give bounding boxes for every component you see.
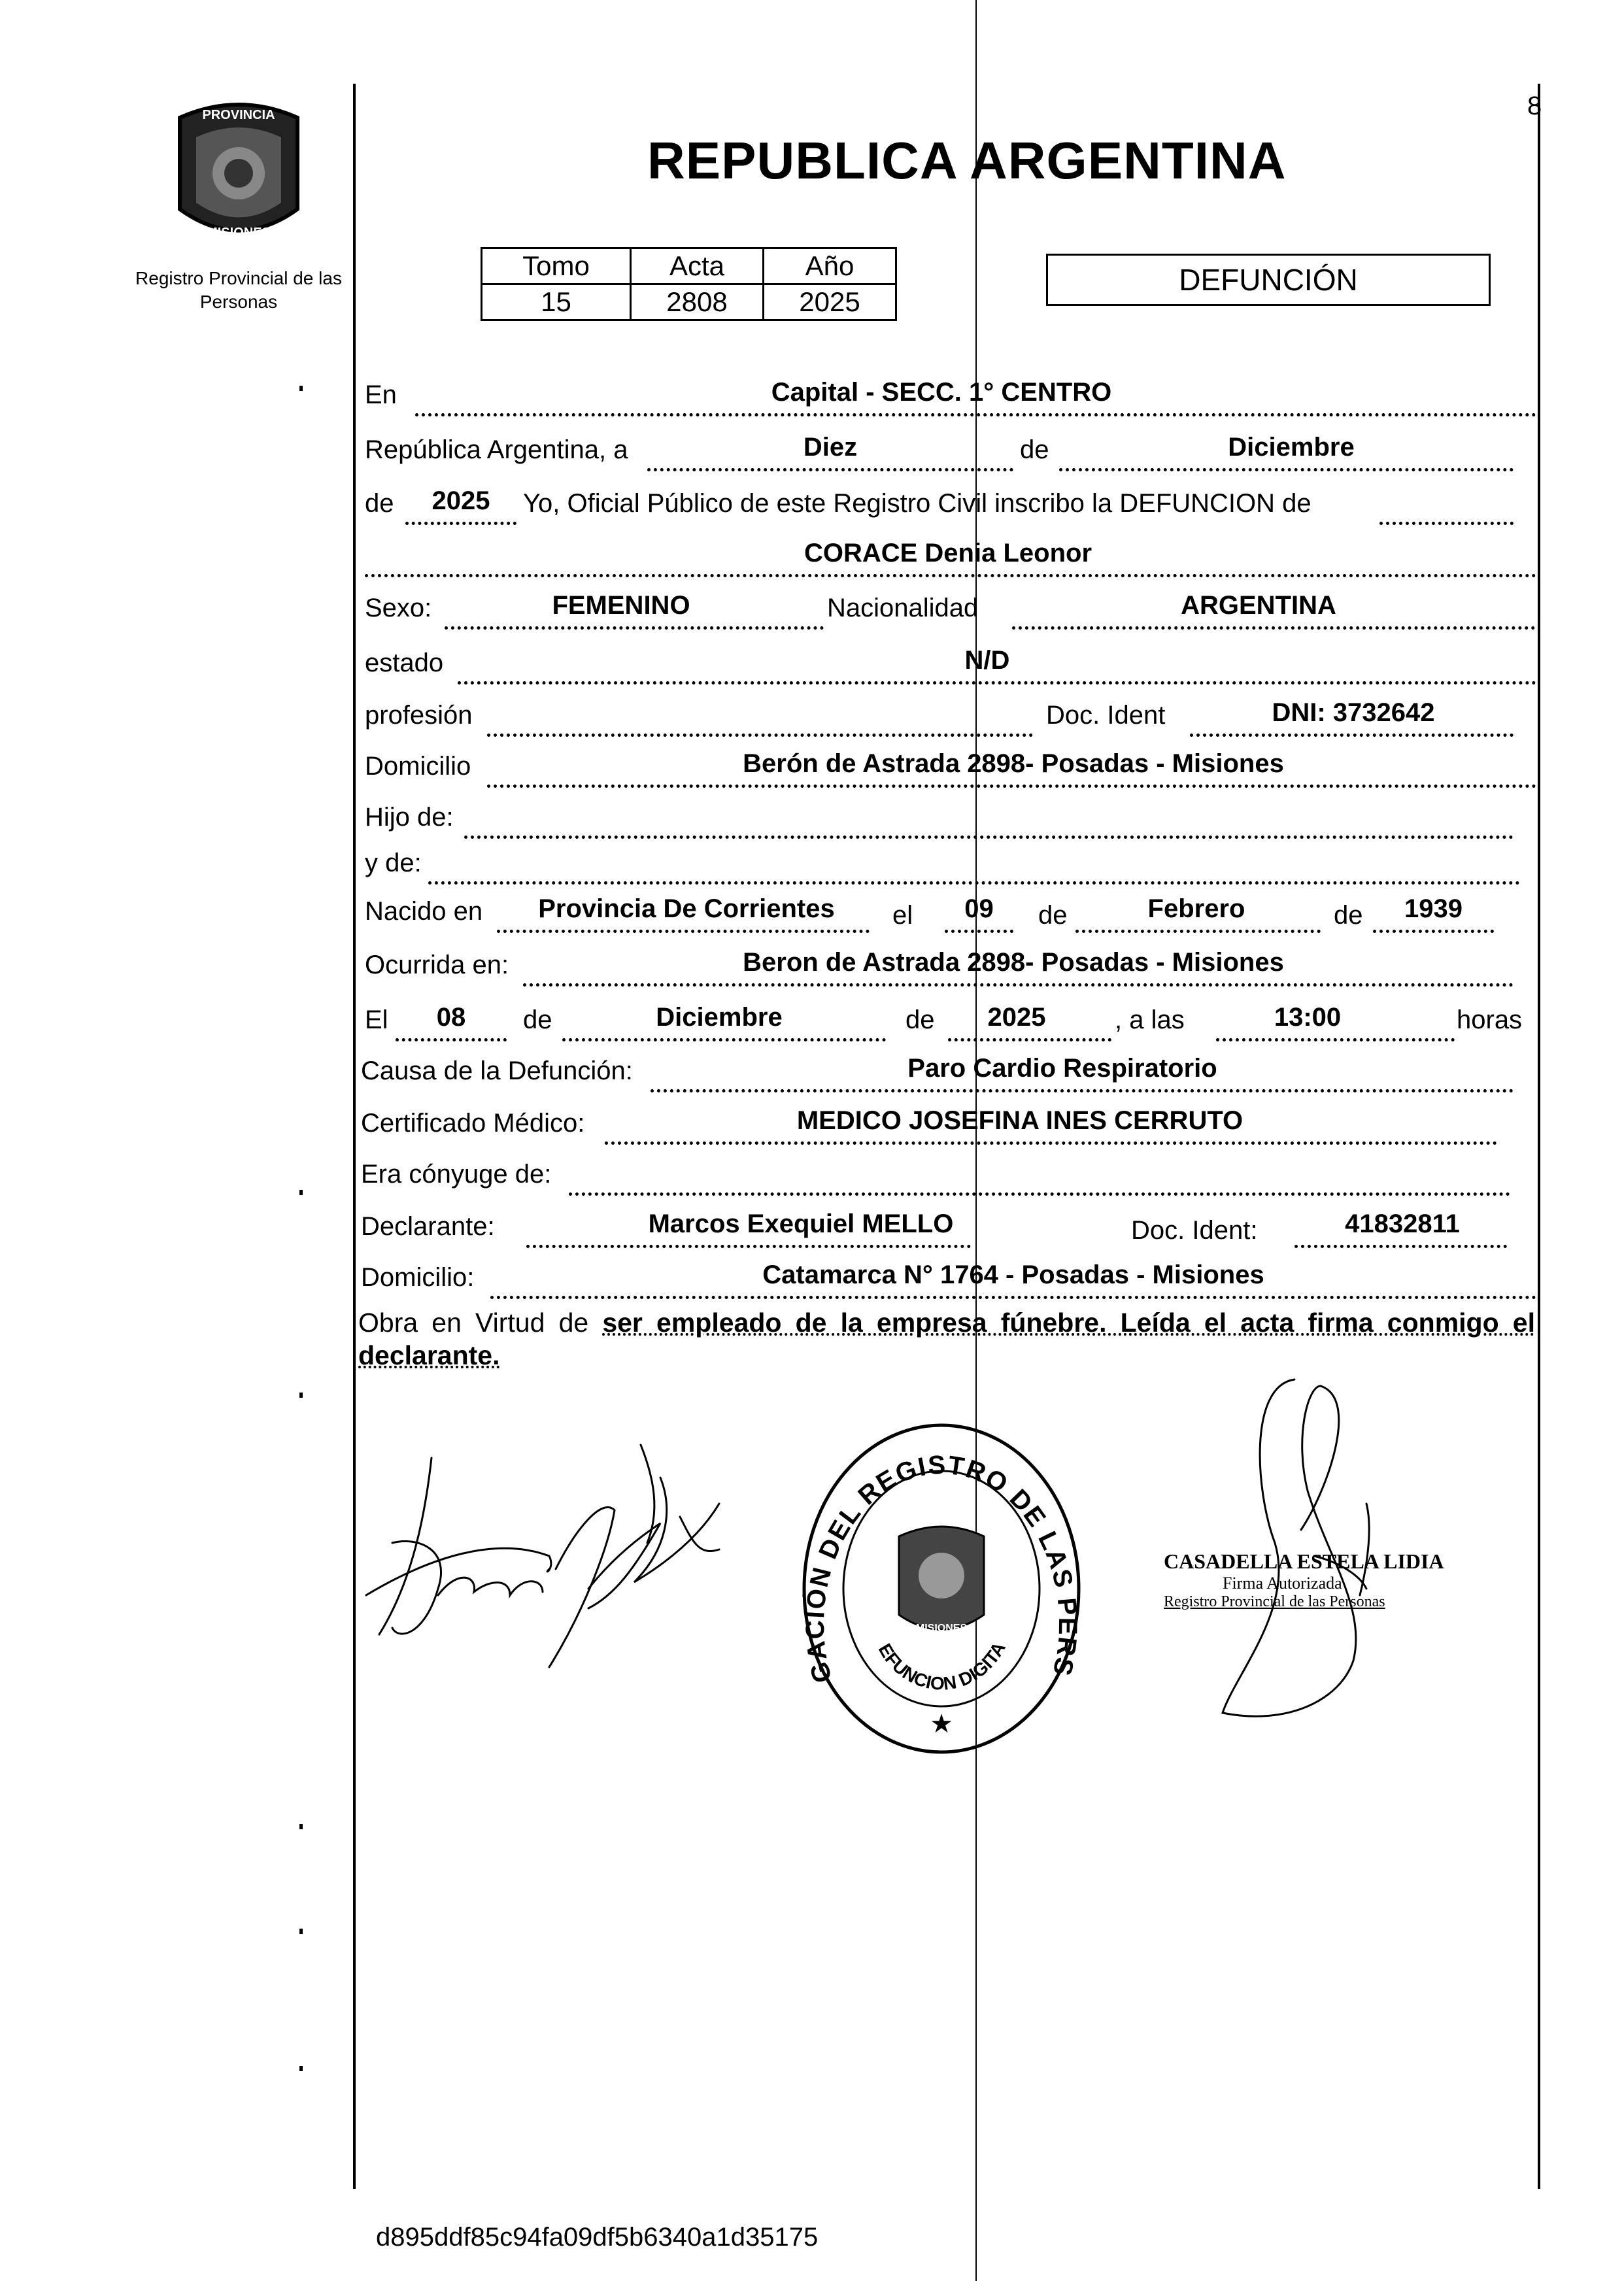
anio-value: 2025 — [764, 284, 896, 320]
value-nombre: CORACE Denia Leonor — [804, 539, 1092, 567]
label-sexo: Sexo: — [365, 594, 432, 622]
value-mes-acta: Diciembre — [1228, 433, 1355, 462]
dots-dia-nac — [945, 930, 1013, 933]
value-sexo: FEMENINO — [552, 591, 690, 620]
star-icon: ★ — [930, 1710, 953, 1738]
left-margin-line — [353, 84, 356, 2189]
value-certificado: MEDICO JOSEFINA INES CERRUTO — [796, 1106, 1243, 1135]
label-nacionalidad: Nacionalidad — [827, 594, 979, 622]
dots-domicilio-declarante — [490, 1296, 1536, 1299]
dots-defuncion-de — [1379, 522, 1514, 525]
value-estado: N/D — [964, 646, 1010, 675]
anio-header: Año — [764, 248, 896, 284]
value-obra: ser empleado de la empresa fúnebre. Leída el acta firma conmigo el declarante. — [358, 1308, 1535, 1370]
label-de-1: de — [1020, 435, 1049, 464]
dots-profesion — [487, 734, 1033, 737]
signer-block — [1164, 1549, 1444, 1611]
value-hora-def: 13:00 — [1274, 1003, 1342, 1032]
label-hijo-de: Hijo de: — [365, 803, 454, 832]
label-de-4: de — [1334, 901, 1363, 930]
dots-mes-nac — [1075, 930, 1321, 933]
logo-bottom-text: MISIONES — [207, 226, 271, 240]
value-nacionalidad: ARGENTINA — [1181, 591, 1336, 620]
label-a-las: , a las — [1115, 1005, 1185, 1034]
label-yo-oficial: Yo, Oficial Público de este Registro Civil inscribo la DEFUNCION de — [523, 489, 1311, 518]
label-profesion: profesión — [365, 701, 473, 730]
page-number: 8 — [1527, 92, 1542, 120]
signer-name: CASADELLA ESTELA LIDIA — [1164, 1549, 1444, 1573]
label-de-5: de — [523, 1005, 552, 1034]
dots-y-de — [428, 881, 1520, 885]
dots-ocurrida-en — [523, 983, 1514, 987]
label-republica: República Argentina, a — [365, 435, 628, 464]
margin-mark — [299, 2066, 303, 2071]
label-domicilio-declarante: Domicilio: — [361, 1263, 475, 1292]
dots-dia-def — [396, 1038, 507, 1041]
label-el: el — [892, 901, 913, 930]
value-anio-acta: 2025 — [431, 486, 490, 515]
dots-conyuge — [569, 1192, 1510, 1196]
value-dia-def: 08 — [436, 1003, 466, 1032]
value-domicilio-declarante: Catamarca N° 1764 - Posadas - Misiones — [762, 1260, 1264, 1289]
value-ocurrida-en: Beron de Astrada 2898- Posadas - Misiones — [743, 948, 1284, 977]
label-en: En — [365, 380, 397, 409]
tomo-header: Tomo — [482, 248, 631, 284]
value-anio-nac: 1939 — [1404, 894, 1463, 923]
dots-certificado — [605, 1141, 1497, 1145]
value-declarante: Marcos Exequiel MELLO — [648, 1209, 954, 1238]
label-doc-ident-declarante: Doc. Ident: — [1131, 1216, 1258, 1245]
record-type-box: DEFUNCIÓN — [1046, 254, 1491, 306]
dots-dni — [1190, 734, 1514, 737]
dots-nombre — [365, 574, 1536, 577]
stamp-seal-text: MISIONES — [915, 1623, 968, 1634]
tomo-value: 15 — [482, 284, 631, 320]
dots-anio-def — [948, 1038, 1111, 1041]
dots-declarante — [526, 1245, 971, 1248]
dots-anio — [405, 522, 516, 525]
label-causa: Causa de la Defunción: — [361, 1056, 633, 1085]
margin-mark — [299, 1929, 303, 1934]
label-conyuge: Era cónyuge de: — [361, 1160, 552, 1189]
stamp-seal — [899, 1527, 984, 1634]
value-mes-nac: Febrero — [1147, 894, 1245, 923]
dots-sexo — [445, 626, 824, 630]
dots-lugar-nac — [497, 930, 870, 933]
label-obra: Obra en Virtud de — [358, 1308, 589, 1338]
registry-stamp — [794, 1419, 1089, 1759]
margin-mark — [299, 386, 303, 391]
value-dni: DNI: 3732642 — [1272, 698, 1435, 727]
center-fold-line — [975, 0, 977, 2281]
stamp-outer-text: GACIÓN DEL REGISTRO DE LAS PERS — [800, 1450, 1083, 1686]
value-lugar-nacimiento: Provincia De Corrientes — [538, 894, 835, 923]
value-causa: Paro Cardio Respiratorio — [907, 1054, 1217, 1083]
dots-anio-nac — [1373, 930, 1494, 933]
acta-header: Acta — [631, 248, 764, 284]
right-margin-line — [1538, 84, 1540, 2189]
document-hash: d895ddf85c94fa09df5b6340a1d35175 — [376, 2223, 819, 2252]
margin-mark — [299, 1824, 303, 1829]
label-de-3: de — [1038, 901, 1068, 930]
label-certificado: Certificado Médico: — [361, 1109, 585, 1138]
stamp-inner-text: EFUNCION DIGITA — [874, 1638, 1009, 1694]
declarant-signature — [353, 1438, 745, 1687]
label-nacido-en: Nacido en — [365, 897, 483, 926]
dots-hora-def — [1216, 1038, 1455, 1041]
dots-mes-def — [562, 1038, 886, 1041]
label-el-cap: El — [365, 1005, 388, 1034]
dots-doc-declarante — [1294, 1245, 1507, 1248]
margin-mark — [299, 1393, 303, 1398]
margin-mark — [299, 1190, 303, 1195]
record-reference-table — [481, 247, 897, 321]
dots-dia — [647, 468, 1013, 471]
label-y-de: y de: — [365, 849, 422, 877]
value-mes-def: Diciembre — [656, 1003, 783, 1032]
label-ocurrida-en: Ocurrida en: — [365, 951, 509, 979]
dots-estado — [458, 681, 1536, 684]
registry-logo — [167, 92, 311, 255]
label-doc-ident: Doc. Ident — [1046, 701, 1166, 730]
acta-value: 2808 — [631, 284, 764, 320]
value-dia-acta: Diez — [803, 433, 858, 462]
signer-org: Registro Provincial de las Personas — [1164, 1593, 1385, 1610]
label-de-2: de — [365, 489, 394, 518]
label-horas: horas — [1457, 1005, 1523, 1034]
signer-role: Firma Autorizada — [1223, 1574, 1342, 1593]
value-anio-def: 2025 — [987, 1003, 1046, 1032]
value-lugar: Capital - SECC. 1° CENTRO — [771, 378, 1112, 407]
label-de-6: de — [905, 1005, 935, 1034]
dots-hijo-de — [464, 836, 1514, 839]
registry-label: Registro Provincial de las Personas — [135, 268, 342, 312]
dots-en — [415, 413, 1536, 416]
dots-causa — [651, 1089, 1514, 1092]
label-declarante: Declarante: — [361, 1212, 495, 1241]
dots-nacionalidad — [1012, 626, 1535, 630]
dots-mes — [1059, 468, 1514, 471]
value-dia-nac: 09 — [964, 894, 994, 923]
page-title: REPUBLICA ARGENTINA — [647, 131, 1287, 190]
label-domicilio: Domicilio — [365, 752, 471, 781]
value-domicilio: Berón de Astrada 2898- Posadas - Misiones — [743, 749, 1284, 778]
value-doc-declarante: 41832811 — [1345, 1209, 1460, 1238]
dots-domicilio — [487, 785, 1536, 788]
label-estado: estado — [365, 649, 444, 677]
logo-top-text: PROVINCIA — [202, 108, 275, 122]
